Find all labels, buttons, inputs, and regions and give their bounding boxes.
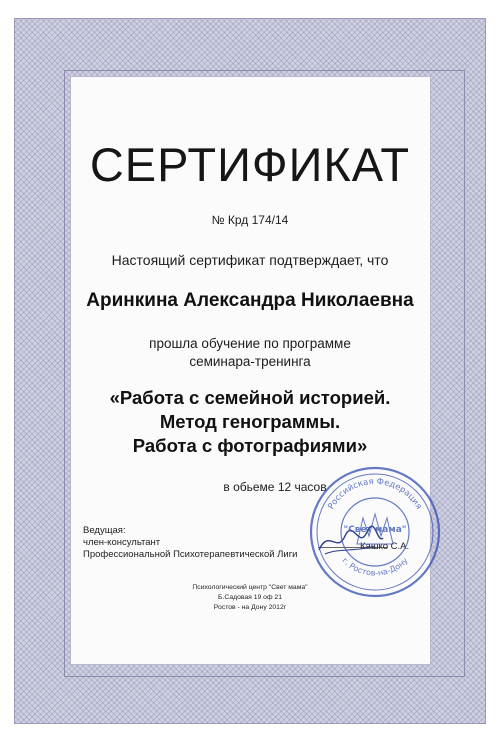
svg-text:г. Ростов-на-Дону: г. Ростов-на-Дону [340,555,410,578]
lead-organization: Профессиональной Психотерапевтической Лиги [83,549,298,560]
certificate-number: № Крд 174/14 [211,213,289,227]
recipient-name: Аринкина Александра Николаевна [86,290,414,311]
address-line-3: Ростов - на Дону 2012г [213,604,287,611]
lead-label: Ведущая: [83,525,126,536]
course-title-line-3: Работа с фотографиями» [132,435,368,456]
lead-role: член-консультант [83,537,161,548]
address-line-1: Психологический центр "Свет мама" [192,584,308,591]
signer-name: Кашко С.А. [360,541,410,552]
program-line-1: прошла обучение по программе [149,336,351,351]
address-line-2: Б.Садовая 19 оф 21 [217,594,282,601]
svg-text:"Свет мама": "Свет мама" [343,525,407,535]
round-stamp-seal [305,462,445,602]
course-title-line-1: «Работа с семейной историей. [109,387,391,408]
certificate-title: СЕРТИФИКАТ [89,138,411,191]
intro-text: Настоящий сертификат подтверждает, что [111,252,389,268]
course-hours: в обьеме 12 часов [223,480,327,494]
svg-text:Российская Федерация: Российская Федерация [326,476,424,512]
course-title-line-2: Метод генограммы. [159,411,341,432]
program-line-2: семинара-тренинга [189,354,311,369]
